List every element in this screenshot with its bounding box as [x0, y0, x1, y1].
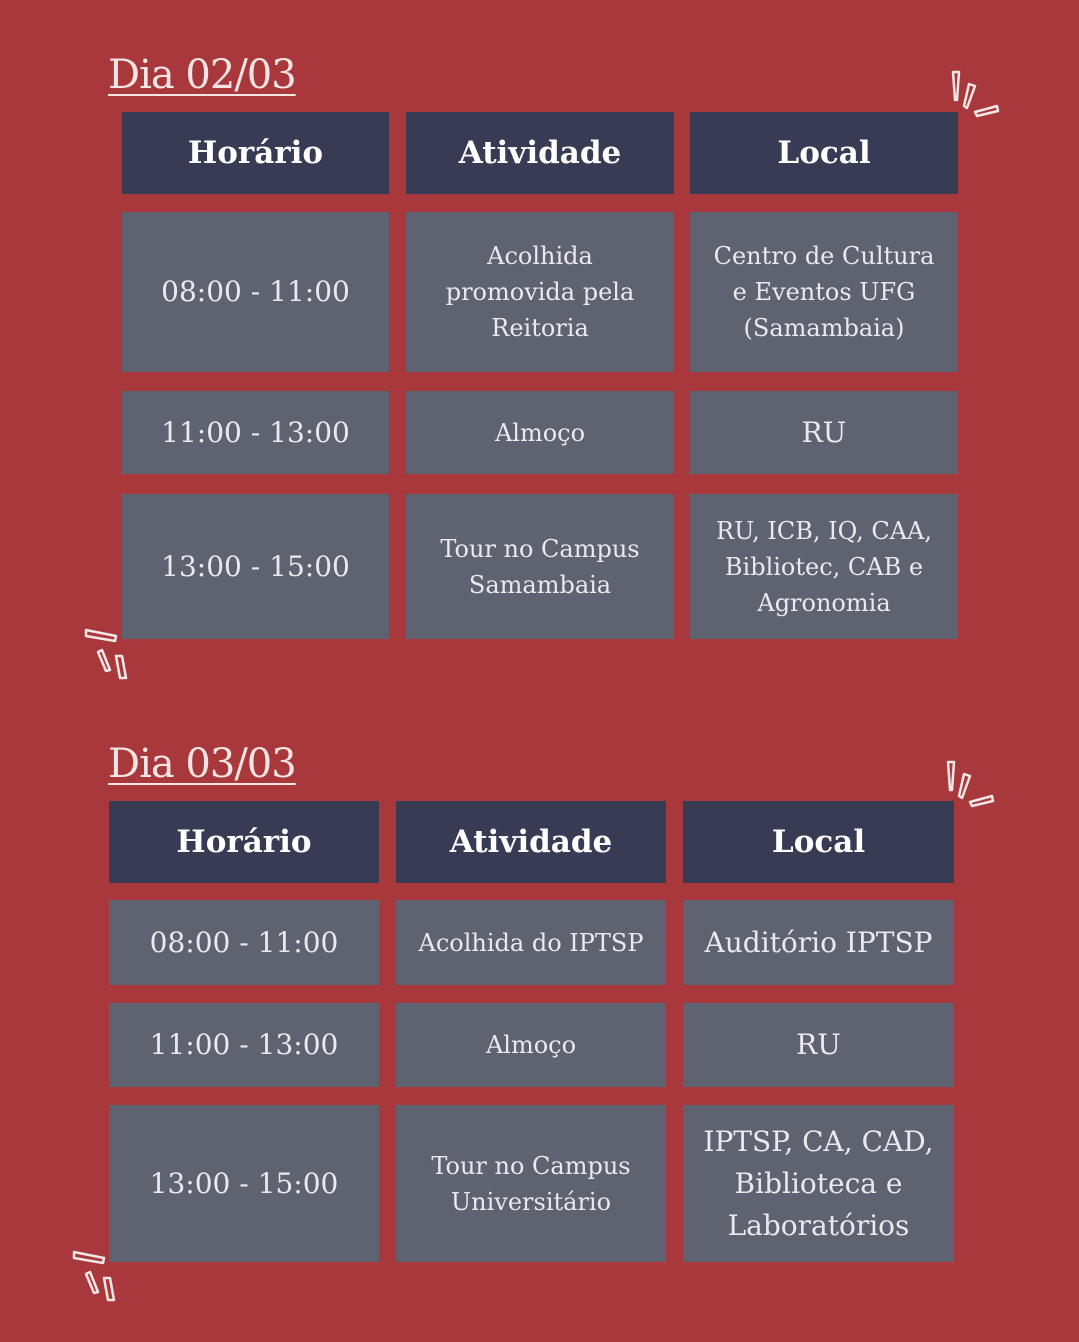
cell-time: 11:00 - 13:00 — [109, 1003, 379, 1087]
cell-activity: Tour no Campus Samambaia — [406, 494, 674, 639]
cell-place: Auditório IPTSP — [683, 900, 954, 985]
sparkle-icon — [940, 756, 1000, 812]
cell-place: IPTSP, CA, CAD, Biblioteca e Laboratórios — [683, 1105, 954, 1262]
sparkle-icon — [945, 66, 1005, 122]
header-time: Horário — [122, 112, 389, 194]
header-time: Horário — [109, 801, 379, 883]
cell-activity: Almoço — [406, 391, 674, 474]
header-place: Local — [683, 801, 954, 883]
cell-activity: Acolhida do IPTSP — [396, 900, 666, 985]
header-place: Local — [690, 112, 958, 194]
cell-place: RU — [690, 391, 958, 474]
sparkle-icon — [68, 1246, 124, 1306]
cell-activity: Acolhida promovida pela Reitoria — [406, 212, 674, 372]
header-activity: Atividade — [396, 801, 666, 883]
cell-time: 08:00 - 11:00 — [122, 212, 389, 372]
cell-time: 11:00 - 13:00 — [122, 391, 389, 474]
header-activity: Atividade — [406, 112, 674, 194]
cell-time: 08:00 - 11:00 — [109, 900, 379, 985]
cell-activity: Almoço — [396, 1003, 666, 1087]
sparkle-icon — [80, 624, 136, 684]
cell-place: RU, ICB, IQ, CAA, Bibliotec, CAB e Agronomia — [690, 494, 958, 639]
cell-place: RU — [683, 1003, 954, 1087]
cell-time: 13:00 - 15:00 — [109, 1105, 379, 1262]
day-title: Dia 03/03 — [108, 741, 296, 787]
cell-activity: Tour no Campus Universitário — [396, 1105, 666, 1262]
day-title: Dia 02/03 — [108, 52, 296, 98]
cell-time: 13:00 - 15:00 — [122, 494, 389, 639]
cell-place: Centro de Cultura e Eventos UFG (Samambaia) — [690, 212, 958, 372]
